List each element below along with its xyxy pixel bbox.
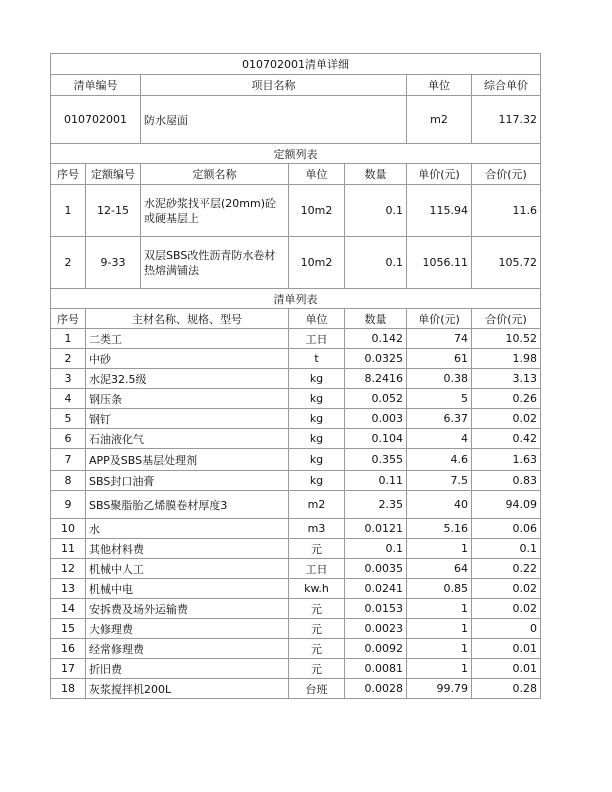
- material-qty: 0.0092: [345, 639, 407, 659]
- material-qty: 0.003: [345, 409, 407, 429]
- material-no: 16: [51, 639, 86, 659]
- summary-name: 防水屋面: [141, 96, 407, 144]
- material-total: 1.63: [472, 449, 541, 471]
- material-unit: 台班: [289, 679, 345, 699]
- material-no: 4: [51, 389, 86, 409]
- quota-row: [51, 237, 541, 289]
- material-total: 0.83: [472, 471, 541, 491]
- material-qty: 0.11: [345, 471, 407, 491]
- material-row: [51, 389, 541, 409]
- material-qty: 0.0241: [345, 579, 407, 599]
- material-qty: 0.0023: [345, 619, 407, 639]
- quota-header-code: 定额编号: [86, 164, 141, 185]
- quota-price: 1056.11: [407, 237, 472, 289]
- material-total: 0.26: [472, 389, 541, 409]
- material-name: 水泥32.5级: [86, 369, 289, 389]
- summary-row: [51, 96, 541, 144]
- materials-header-qty: 数量: [345, 309, 407, 329]
- material-name: 其他材料费: [86, 539, 289, 559]
- quota-no: 2: [51, 237, 86, 289]
- quota-header-price: 单价(元): [407, 164, 472, 185]
- quota-section-title: 定额列表: [51, 144, 541, 164]
- material-row: [51, 539, 541, 559]
- material-qty: 0.0121: [345, 519, 407, 539]
- quota-header-row: [51, 164, 541, 185]
- material-total: 0: [472, 619, 541, 639]
- material-price: 1: [407, 619, 472, 639]
- materials-section-row: [51, 289, 541, 309]
- material-no: 5: [51, 409, 86, 429]
- material-no: 6: [51, 429, 86, 449]
- material-price: 4.6: [407, 449, 472, 471]
- material-name: SBS聚脂胎乙烯膜卷材厚度3: [86, 491, 289, 519]
- material-name: SBS封口油膏: [86, 471, 289, 491]
- summary-header-price: 综合单价: [472, 75, 541, 96]
- material-unit: 元: [289, 639, 345, 659]
- material-qty: 0.052: [345, 389, 407, 409]
- material-price: 4: [407, 429, 472, 449]
- material-price: 1: [407, 599, 472, 619]
- material-unit: kg: [289, 429, 345, 449]
- material-unit: 元: [289, 619, 345, 639]
- material-qty: 0.0028: [345, 679, 407, 699]
- material-row: [51, 491, 541, 519]
- material-unit: 元: [289, 539, 345, 559]
- material-no: 15: [51, 619, 86, 639]
- material-no: 17: [51, 659, 86, 679]
- quota-header-total: 合价(元): [472, 164, 541, 185]
- material-row: [51, 579, 541, 599]
- material-name: 中砂: [86, 349, 289, 369]
- material-price: 64: [407, 559, 472, 579]
- material-name: 石油液化气: [86, 429, 289, 449]
- material-qty: 0.355: [345, 449, 407, 471]
- material-name: 机械中电: [86, 579, 289, 599]
- material-qty: 0.1: [345, 539, 407, 559]
- material-unit: 元: [289, 599, 345, 619]
- material-qty: 0.0325: [345, 349, 407, 369]
- quota-header-name: 定额名称: [141, 164, 289, 185]
- quota-name: 双层SBS改性沥青防水卷材热熔满铺法: [141, 237, 289, 289]
- material-qty: 0.0081: [345, 659, 407, 679]
- material-no: 13: [51, 579, 86, 599]
- quota-price: 115.94: [407, 185, 472, 237]
- material-qty: 0.142: [345, 329, 407, 349]
- material-price: 99.79: [407, 679, 472, 699]
- material-price: 74: [407, 329, 472, 349]
- material-name: APP及SBS基层处理剂: [86, 449, 289, 471]
- material-price: 0.38: [407, 369, 472, 389]
- material-no: 9: [51, 491, 86, 519]
- material-price: 1: [407, 539, 472, 559]
- quota-unit: 10m2: [289, 185, 345, 237]
- material-total: 10.52: [472, 329, 541, 349]
- material-unit: 工日: [289, 329, 345, 349]
- quota-section-row: [51, 144, 541, 164]
- material-no: 1: [51, 329, 86, 349]
- material-total: 0.01: [472, 639, 541, 659]
- materials-header-name: 主材名称、规格、型号: [86, 309, 289, 329]
- material-no: 18: [51, 679, 86, 699]
- material-qty: 0.0035: [345, 559, 407, 579]
- summary-header-unit: 单位: [407, 75, 472, 96]
- material-name: 水: [86, 519, 289, 539]
- quota-header-qty: 数量: [345, 164, 407, 185]
- material-total: 0.02: [472, 409, 541, 429]
- material-price: 5: [407, 389, 472, 409]
- material-total: 0.1: [472, 539, 541, 559]
- summary-price: 117.32: [472, 96, 541, 144]
- quota-total: 11.6: [472, 185, 541, 237]
- material-name: 安拆费及场外运输费: [86, 599, 289, 619]
- summary-header-code: 清单编号: [51, 75, 141, 96]
- material-name: 经常修理费: [86, 639, 289, 659]
- summary-header-name: 项目名称: [141, 75, 407, 96]
- material-row: [51, 599, 541, 619]
- material-unit: kg: [289, 471, 345, 491]
- material-no: 8: [51, 471, 86, 491]
- material-total: 94.09: [472, 491, 541, 519]
- material-price: 7.5: [407, 471, 472, 491]
- materials-header-row: [51, 309, 541, 329]
- material-row: [51, 369, 541, 389]
- material-total: 3.13: [472, 369, 541, 389]
- materials-header-unit: 单位: [289, 309, 345, 329]
- quota-unit: 10m2: [289, 237, 345, 289]
- materials-header-price: 单价(元): [407, 309, 472, 329]
- quota-row: [51, 185, 541, 237]
- material-name: 大修理费: [86, 619, 289, 639]
- quota-qty: 0.1: [345, 237, 407, 289]
- material-row: [51, 429, 541, 449]
- material-row: [51, 619, 541, 639]
- material-price: 0.85: [407, 579, 472, 599]
- material-name: 灰浆搅拌机200L: [86, 679, 289, 699]
- material-name: 机械中人工: [86, 559, 289, 579]
- materials-header-total: 合价(元): [472, 309, 541, 329]
- material-row: [51, 409, 541, 429]
- material-name: 折旧费: [86, 659, 289, 679]
- material-unit: m2: [289, 491, 345, 519]
- material-no: 2: [51, 349, 86, 369]
- material-unit: kg: [289, 369, 345, 389]
- material-unit: 工日: [289, 559, 345, 579]
- material-total: 0.01: [472, 659, 541, 679]
- quota-name: 水泥砂浆找平层(20mm)砼或硬基层上: [141, 185, 289, 237]
- material-qty: 0.104: [345, 429, 407, 449]
- material-total: 0.02: [472, 579, 541, 599]
- material-price: 40: [407, 491, 472, 519]
- material-unit: kg: [289, 449, 345, 471]
- material-unit: 元: [289, 659, 345, 679]
- material-total: 0.06: [472, 519, 541, 539]
- material-total: 0.28: [472, 679, 541, 699]
- quota-qty: 0.1: [345, 185, 407, 237]
- quota-code: 9-33: [86, 237, 141, 289]
- material-no: 14: [51, 599, 86, 619]
- material-total: 0.22: [472, 559, 541, 579]
- material-no: 10: [51, 519, 86, 539]
- material-name: 钢钉: [86, 409, 289, 429]
- material-price: 1: [407, 659, 472, 679]
- materials-section-title: 清单列表: [51, 289, 541, 309]
- material-row: [51, 449, 541, 471]
- material-qty: 2.35: [345, 491, 407, 519]
- material-no: 11: [51, 539, 86, 559]
- summary-code: 010702001: [51, 96, 141, 144]
- quota-header-no: 序号: [51, 164, 86, 185]
- bill-detail-table: [50, 53, 541, 699]
- quota-header-unit: 单位: [289, 164, 345, 185]
- material-name: 二类工: [86, 329, 289, 349]
- title-row: [51, 54, 541, 75]
- materials-header-no: 序号: [51, 309, 86, 329]
- material-no: 3: [51, 369, 86, 389]
- material-row: [51, 559, 541, 579]
- material-no: 7: [51, 449, 86, 471]
- material-row: [51, 329, 541, 349]
- material-unit: kw.h: [289, 579, 345, 599]
- quota-no: 1: [51, 185, 86, 237]
- material-qty: 8.2416: [345, 369, 407, 389]
- material-price: 6.37: [407, 409, 472, 429]
- material-name: 钢压条: [86, 389, 289, 409]
- material-row: [51, 659, 541, 679]
- material-no: 12: [51, 559, 86, 579]
- material-row: [51, 639, 541, 659]
- quota-code: 12-15: [86, 185, 141, 237]
- material-total: 0.02: [472, 599, 541, 619]
- material-row: [51, 349, 541, 369]
- material-price: 61: [407, 349, 472, 369]
- material-unit: kg: [289, 409, 345, 429]
- material-price: 5.16: [407, 519, 472, 539]
- material-row: [51, 471, 541, 491]
- material-total: 0.42: [472, 429, 541, 449]
- material-qty: 0.0153: [345, 599, 407, 619]
- material-row: [51, 679, 541, 699]
- material-unit: t: [289, 349, 345, 369]
- page-title: 010702001清单详细: [51, 54, 541, 75]
- summary-unit: m2: [407, 96, 472, 144]
- quota-total: 105.72: [472, 237, 541, 289]
- material-total: 1.98: [472, 349, 541, 369]
- material-unit: m3: [289, 519, 345, 539]
- material-price: 1: [407, 639, 472, 659]
- material-row: [51, 519, 541, 539]
- material-unit: kg: [289, 389, 345, 409]
- summary-header-row: [51, 75, 541, 96]
